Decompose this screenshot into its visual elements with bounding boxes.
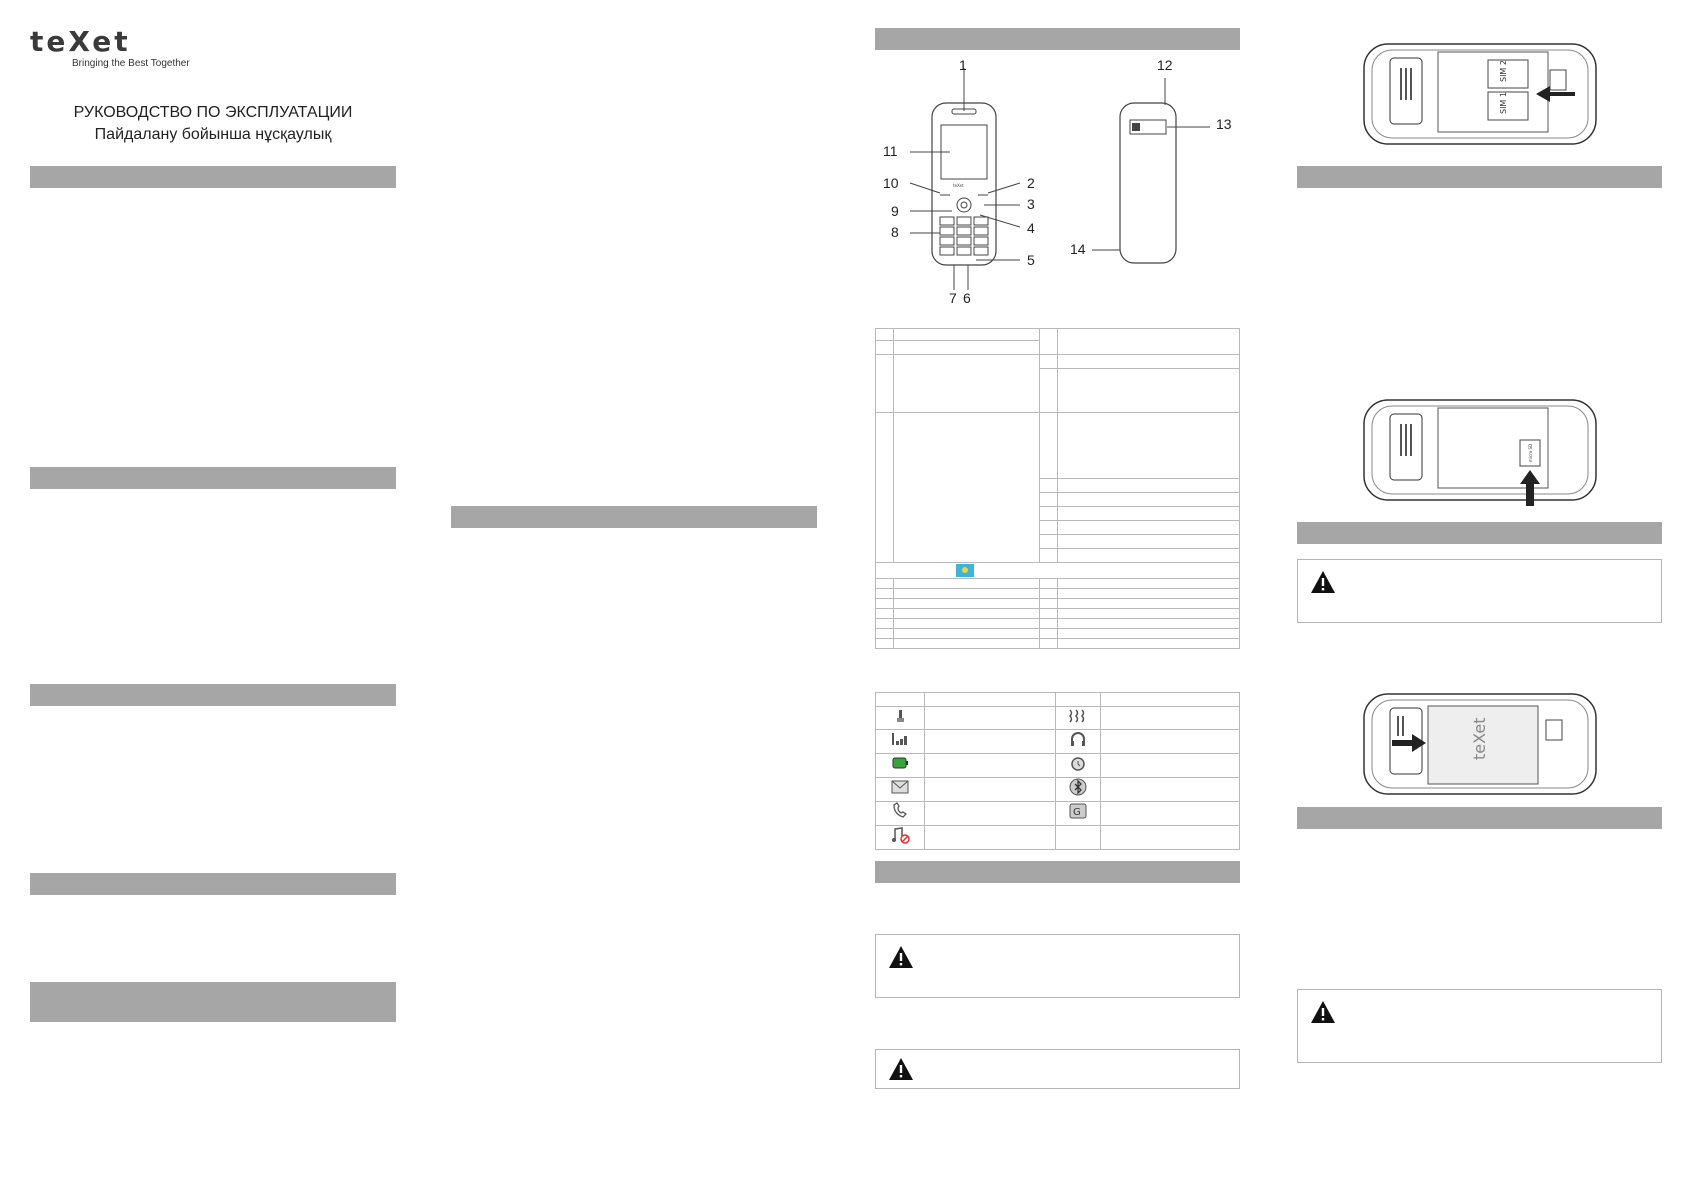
section-header-bar <box>30 684 396 706</box>
section-header-bar <box>30 982 396 1022</box>
callout-label: 11 <box>883 143 898 159</box>
microsd-label: micro SD <box>1528 443 1533 462</box>
brand-tagline: Bringing the Best Together <box>72 58 190 69</box>
svg-text:G: G <box>1073 807 1081 818</box>
sim2-label: SIM 2 <box>1499 60 1508 82</box>
manual-title-kz: Пайдалану бойынша нұсқаулық <box>94 126 332 143</box>
section-header-bar <box>1297 807 1662 829</box>
warning-triangle-icon <box>1310 1000 1336 1024</box>
battery-icon <box>891 756 909 770</box>
callout-label: 5 <box>1027 252 1035 268</box>
warning-triangle-icon <box>888 1057 914 1081</box>
sms-envelope-icon <box>890 779 910 795</box>
section-header-bar <box>451 506 817 528</box>
warning-box <box>875 1049 1240 1089</box>
svg-text:teXet: teXet <box>953 183 964 188</box>
warning-box <box>1297 989 1662 1063</box>
callout-label: 12 <box>1157 57 1173 73</box>
warning-triangle-icon <box>888 945 914 969</box>
headset-icon <box>1069 730 1087 748</box>
memory-card-insert-diagram <box>1360 396 1600 508</box>
section-header-bar <box>30 166 396 188</box>
section-header-bar <box>875 28 1240 50</box>
callout-label: 13 <box>1216 116 1232 132</box>
warning-box <box>875 934 1240 998</box>
signal-antenna-icon <box>893 708 907 724</box>
manual-title-ru: РУКОВОДСТВО ПО ЭКСПЛУАТАЦИИ <box>73 104 353 121</box>
callout-label: 8 <box>891 224 899 240</box>
status-icons-table <box>875 692 1240 850</box>
callout-label: 1 <box>959 57 967 73</box>
warning-box <box>1297 559 1662 623</box>
brand-wordmark: teXet <box>30 25 131 58</box>
bluetooth-icon <box>1069 778 1087 796</box>
callout-label: 14 <box>1070 241 1086 257</box>
section-header-bar <box>1297 522 1662 544</box>
section-header-bar <box>875 861 1240 883</box>
sim1-label: SIM 1 <box>1499 92 1508 114</box>
alarm-icon <box>1069 754 1087 772</box>
sim-insert-diagram <box>1360 40 1600 148</box>
section-header-bar <box>30 873 396 895</box>
specifications-table <box>875 328 1240 649</box>
section-header-bar <box>1297 166 1662 188</box>
callout-label: 7 <box>949 290 957 306</box>
missed-call-icon <box>891 802 909 820</box>
warning-triangle-icon <box>1310 570 1336 594</box>
signal-strength-icon <box>890 731 910 747</box>
gprs-icon <box>1068 802 1088 820</box>
callout-label: 3 <box>1027 196 1035 212</box>
silent-mode-icon <box>890 826 910 844</box>
battery-brand-label: teXet <box>1470 717 1489 760</box>
battery-insert-diagram <box>1360 690 1600 800</box>
kazakhstan-flag-icon <box>956 564 974 577</box>
vibration-icon <box>1068 708 1088 724</box>
callout-label: 9 <box>891 203 899 219</box>
callout-label: 10 <box>883 175 899 191</box>
callout-label: 4 <box>1027 220 1035 236</box>
callout-label: 6 <box>963 290 971 306</box>
brand-logo <box>30 25 200 72</box>
callout-label: 2 <box>1027 175 1035 191</box>
section-header-bar <box>30 467 396 489</box>
phone-back-diagram <box>1090 70 1220 270</box>
